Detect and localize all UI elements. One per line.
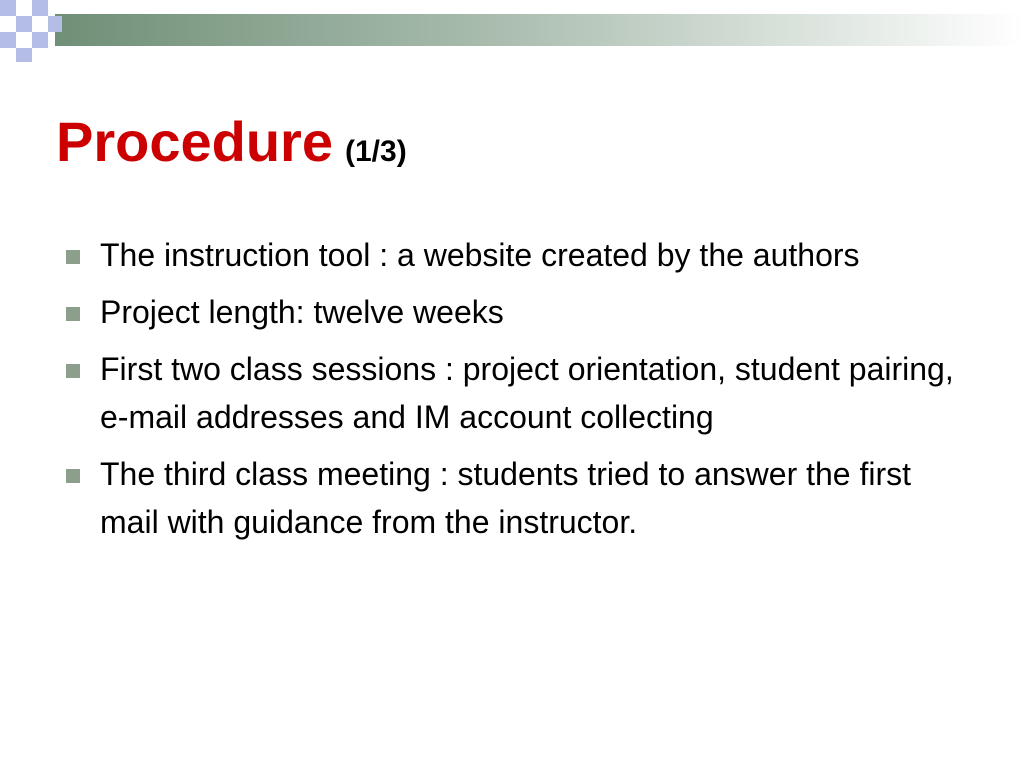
slide-title-main: Procedure bbox=[56, 110, 333, 173]
header-decoration bbox=[0, 0, 1024, 70]
bullet-text: The third class meeting : students tried to answer the first mail with guidance from the instructor. bbox=[100, 456, 912, 540]
slide-title bbox=[56, 110, 407, 173]
square-bullet-icon bbox=[66, 469, 80, 483]
bullet-list bbox=[58, 231, 958, 555]
bullet-item bbox=[58, 231, 958, 279]
header-gradient-bar bbox=[55, 14, 1024, 46]
corner-squares-decoration bbox=[0, 0, 62, 62]
slide-title-suffix: (1/3) bbox=[345, 135, 407, 168]
bullet-item bbox=[58, 450, 958, 546]
bullet-text: The instruction tool : a website created by the authors bbox=[100, 237, 860, 273]
bullet-text: Project length: twelve weeks bbox=[100, 294, 504, 330]
square-bullet-icon bbox=[66, 250, 80, 264]
bullet-item bbox=[58, 345, 958, 441]
square-bullet-icon bbox=[66, 364, 80, 378]
bullet-item bbox=[58, 288, 958, 336]
square-bullet-icon bbox=[66, 307, 80, 321]
bullet-text: First two class sessions : project orientation, student pairing, e-mail addresses and IM account collecting bbox=[100, 351, 954, 435]
